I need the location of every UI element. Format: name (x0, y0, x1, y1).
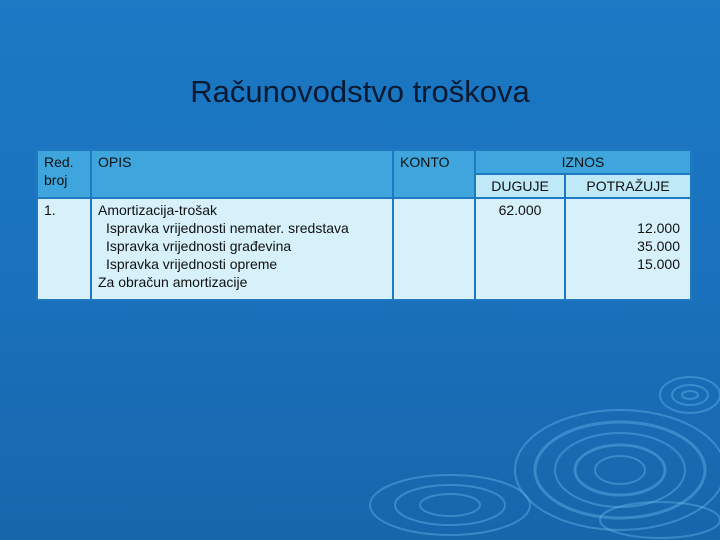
row-potrazuje (565, 198, 691, 300)
amortization-table (36, 149, 692, 301)
potrazuje-amount: 12.000 (637, 220, 680, 236)
opis-line: Amortizacija-trošak (98, 202, 218, 218)
header-opis: OPIS (91, 150, 393, 198)
header-potrazuje: POTRAŽUJE (565, 174, 691, 198)
table-header-row (37, 150, 691, 174)
header-red-broj: Red. broj (37, 150, 91, 198)
opis-line: Ispravka vrijednosti nemater. sredstava (106, 220, 349, 236)
header-konto: KONTO (393, 150, 475, 198)
opis-line: Za obračun amortizacije (98, 274, 248, 290)
row-red-broj: 1. (37, 198, 91, 300)
header-duguje: DUGUJE (475, 174, 565, 198)
slide-title: Računovodstvo troškova (190, 74, 530, 109)
table-row (37, 198, 691, 300)
row-konto (393, 198, 475, 300)
potrazuje-amount: 35.000 (637, 238, 680, 254)
row-opis (91, 198, 393, 300)
header-iznos: IZNOS (475, 150, 691, 174)
duguje-amount: 62.000 (498, 202, 542, 218)
opis-line: Ispravka vrijednosti opreme (106, 256, 278, 272)
potrazuje-amount: 15.000 (637, 256, 680, 272)
row-duguje (475, 198, 565, 300)
opis-line: Ispravka vrijednosti građevina (106, 238, 292, 254)
